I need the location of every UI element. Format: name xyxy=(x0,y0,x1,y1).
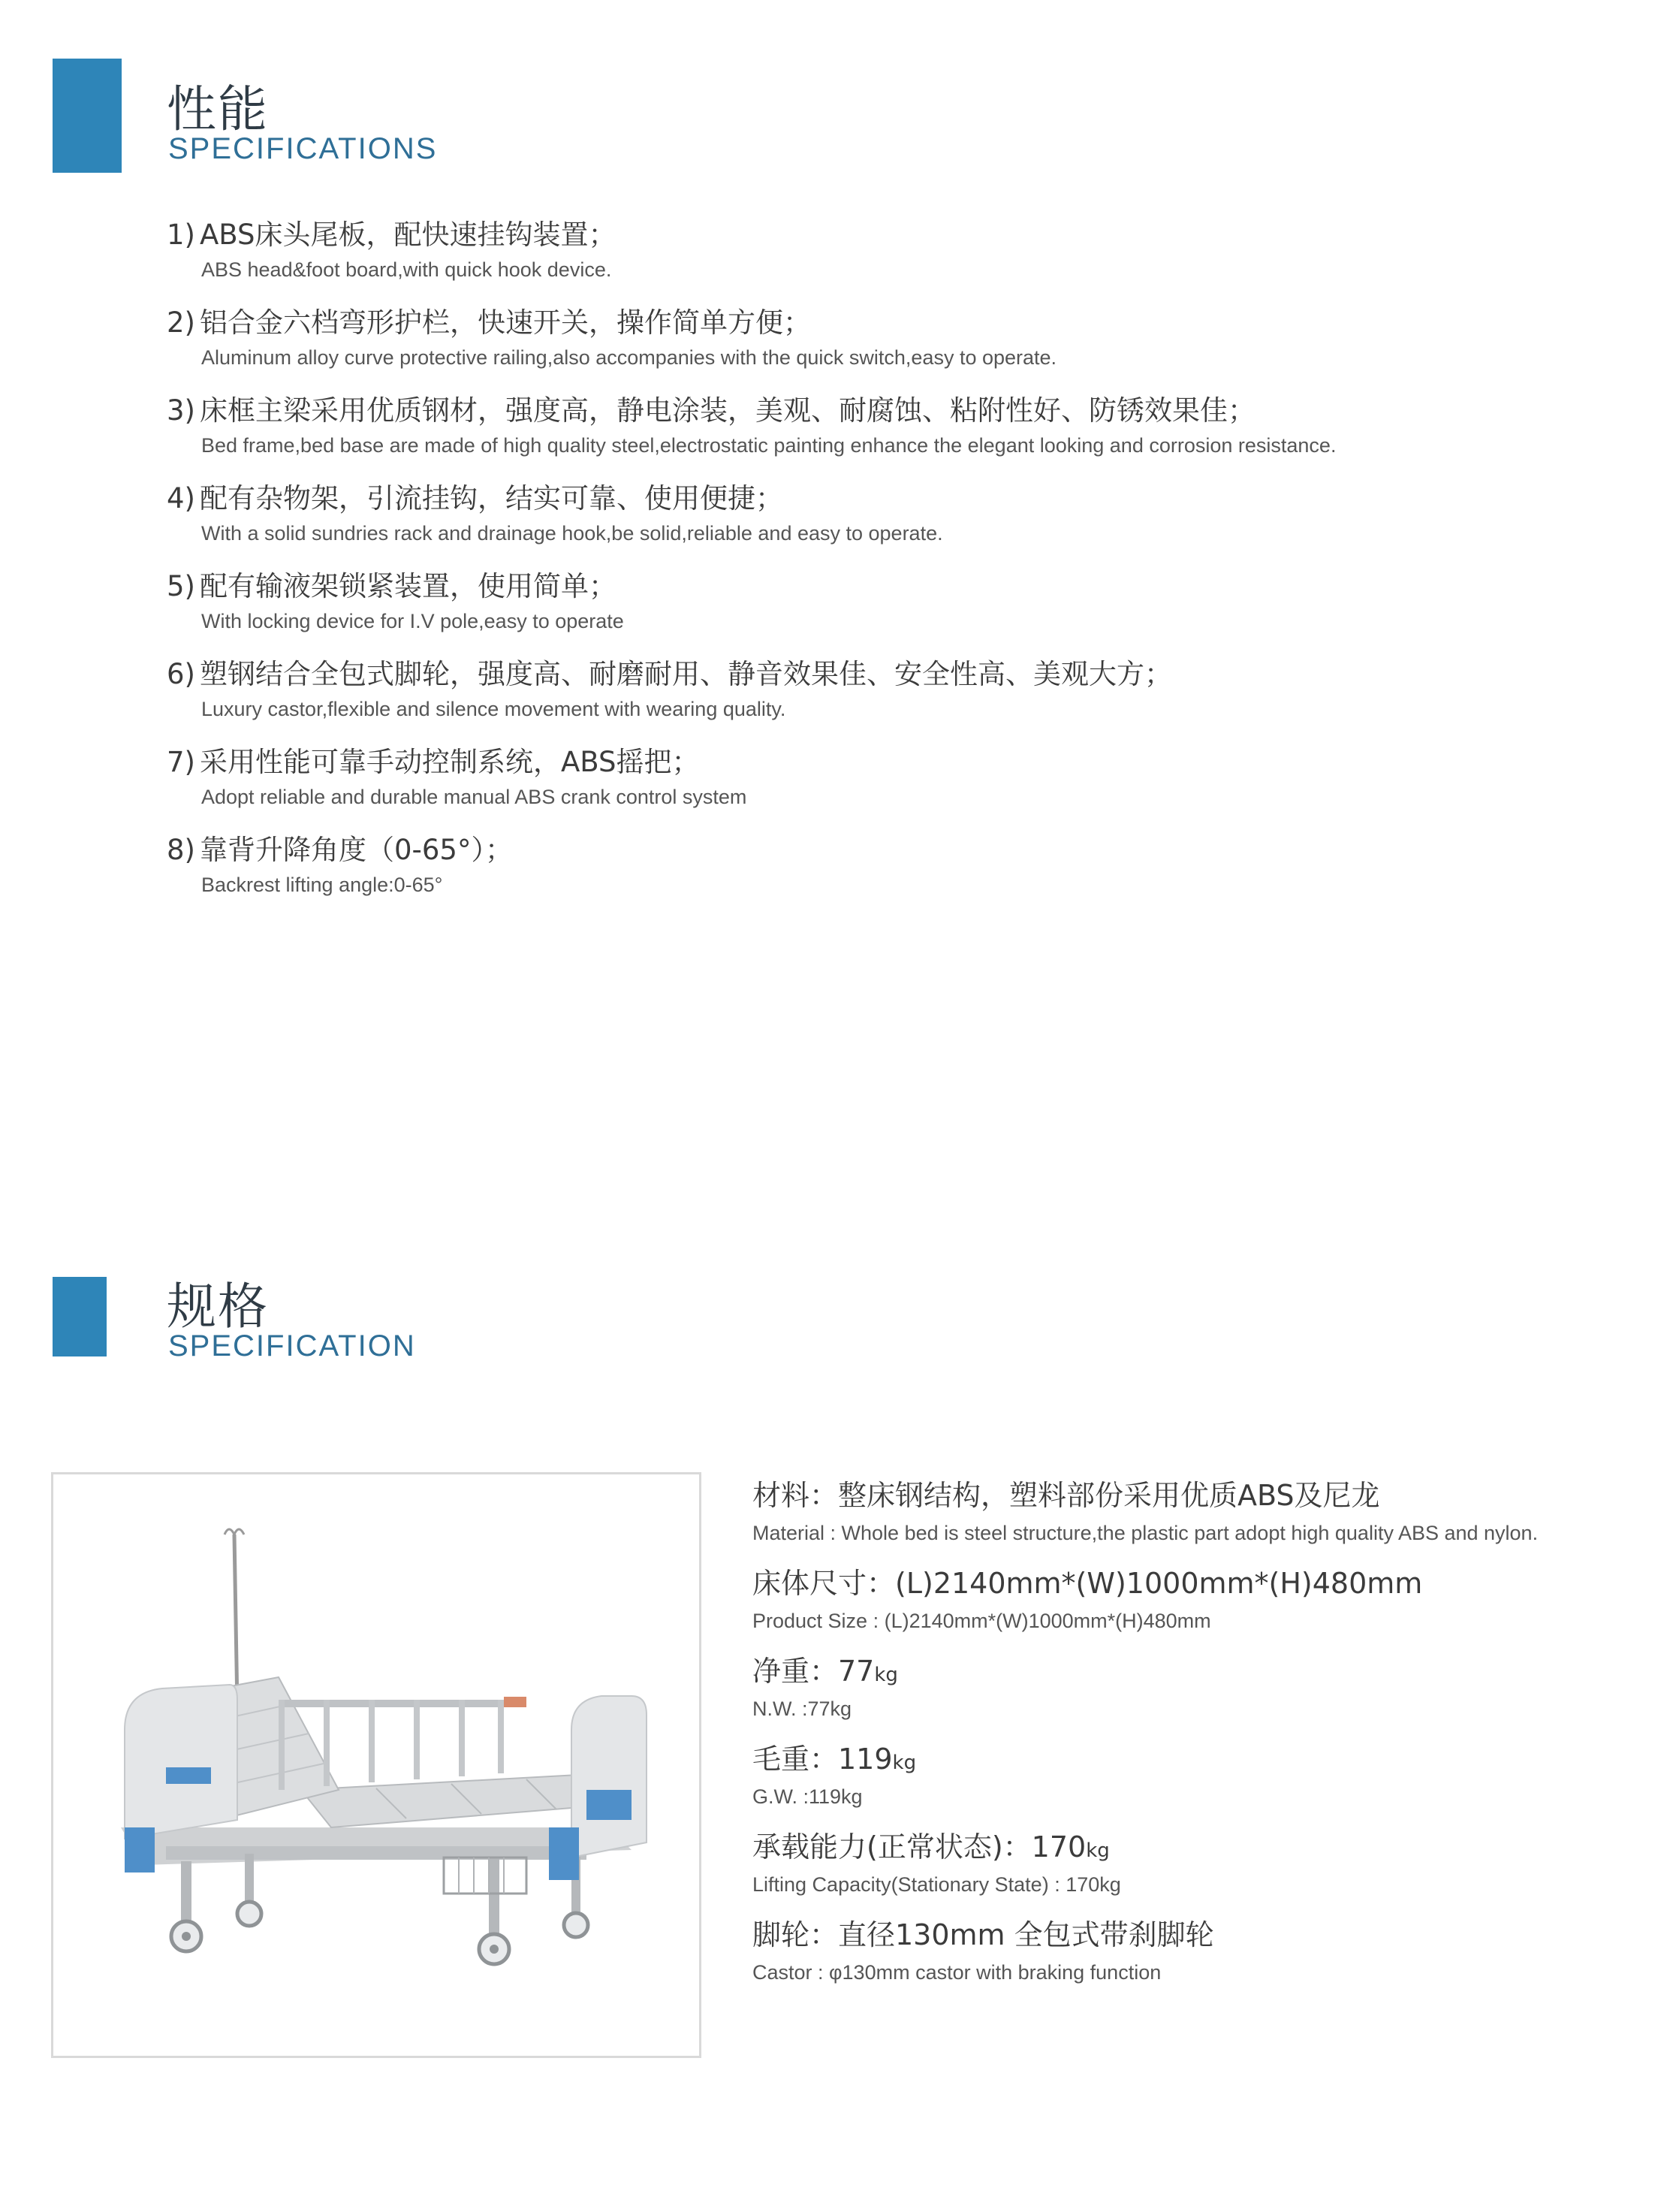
spec-item-gross-weight xyxy=(752,1736,1653,1824)
feature-text-cn: ABS床头尾板，配快速挂钩装置； xyxy=(199,219,616,251)
feature-text-en: With a solid sundries rack and drainage hook,be solid,reliable and easy to operate. xyxy=(201,522,943,545)
product-image-frame xyxy=(51,1472,701,2058)
feature-text-en: Aluminum alloy curve protective railing,also accompanies with the quick switch,easy to operate. xyxy=(201,346,1057,369)
section1-title-en: SPECIFICATIONS xyxy=(168,132,438,165)
spec-text-cn: 毛重：119 xyxy=(752,1743,893,1776)
feature-item xyxy=(167,212,1593,300)
feature-text-en: Adopt reliable and durable manual ABS crank control system xyxy=(201,786,747,808)
feature-text-cn: 配有输液架锁紧装置，使用简单； xyxy=(199,570,616,602)
spec-text-cn: 床体尺寸：(L)2140mm*(W)1000mm*(H)480mm xyxy=(752,1567,1423,1600)
spec-item-castor xyxy=(752,1912,1653,1999)
section2-title-en: SPECIFICATION xyxy=(168,1329,416,1363)
spec-text-en: Product Size : (L)2140mm*(W)1000mm*(H)480mm xyxy=(752,1610,1211,1632)
feature-text-cn: 采用性能可靠手动控制系统，ABS摇把； xyxy=(199,746,700,778)
feature-item xyxy=(167,739,1593,827)
feature-text-en: ABS head&foot board,with quick hook device. xyxy=(201,258,612,281)
spec-text-cn: 净重：77 xyxy=(752,1655,875,1688)
spec-text-cn: 材料：整床钢结构，塑料部份采用优质ABS及尼龙 xyxy=(752,1479,1380,1512)
feature-text-cn: 塑钢结合全包式脚轮，强度高、耐磨耐用、静音效果佳、安全性高、美观大方； xyxy=(199,658,1172,690)
feature-number: 5) xyxy=(167,570,195,602)
spec-text-en: Material : Whole bed is steel structure,the plastic part adopt high quality ABS and nylon. xyxy=(752,1522,1539,1544)
spec-text-cn: 脚轮：直径130mm 全包式带刹脚轮 xyxy=(752,1918,1214,1951)
feature-item xyxy=(167,651,1593,739)
spec-text-en: Lifting Capacity(Stationary State) : 170kg xyxy=(752,1873,1121,1896)
spec-item-size xyxy=(752,1560,1653,1648)
feature-item xyxy=(167,563,1593,651)
feature-number: 7) xyxy=(167,746,195,778)
section1-accent-bar xyxy=(53,59,122,173)
feature-text-en: Luxury castor,flexible and silence movement with wearing quality. xyxy=(201,698,786,720)
feature-item xyxy=(167,475,1593,563)
spec-item-material xyxy=(752,1472,1653,1560)
spec-item-net-weight xyxy=(752,1648,1653,1736)
feature-text-en: Bed frame,bed base are made of high quality steel,electrostatic painting enhance the elegant looking and corrosion resistance. xyxy=(201,434,1337,457)
spec-list xyxy=(752,1472,1653,1999)
feature-list xyxy=(167,212,1593,915)
feature-text-en: With locking device for I.V pole,easy to operate xyxy=(201,610,624,632)
feature-text-cn: 靠背升降角度（0-65°）； xyxy=(199,834,513,866)
feature-item xyxy=(167,827,1593,915)
section2-title-cn: 规格 xyxy=(167,1278,269,1335)
feature-number: 4) xyxy=(167,482,195,515)
section1-title-cn: 性能 xyxy=(167,80,269,138)
feature-number: 3) xyxy=(167,394,195,427)
hospital-bed-illustration xyxy=(53,1474,699,2056)
feature-text-cn: 床框主梁采用优质钢材，强度高，静电涂装，美观、耐腐蚀、粘附性好、防锈效果佳； xyxy=(199,394,1256,427)
feature-number: 6) xyxy=(167,658,195,690)
feature-item xyxy=(167,388,1593,475)
feature-text-en: Backrest lifting angle:0-65° xyxy=(201,874,443,896)
section2-accent-bar xyxy=(53,1277,107,1356)
spec-text-en: Castor : φ130mm castor with braking function xyxy=(752,1961,1162,1984)
spec-unit: kg xyxy=(892,1752,917,1774)
feature-number: 1) xyxy=(167,219,195,251)
spec-unit: kg xyxy=(874,1664,898,1686)
spec-text-en: N.W. :77kg xyxy=(752,1697,852,1720)
spec-text-cn: 承载能力(正常状态)：170 xyxy=(752,1830,1087,1863)
feature-item xyxy=(167,300,1593,388)
feature-text-cn: 铝合金六档弯形护栏，快速开关，操作简单方便； xyxy=(199,306,811,339)
spec-text-en: G.W. :119kg xyxy=(752,1785,863,1808)
feature-number: 8) xyxy=(167,834,195,866)
feature-text-cn: 配有杂物架，引流挂钩，结实可靠、使用便捷； xyxy=(199,482,783,515)
feature-number: 2) xyxy=(167,306,195,339)
spec-unit: kg xyxy=(1086,1839,1110,1862)
spec-item-lifting-capacity xyxy=(752,1824,1653,1912)
